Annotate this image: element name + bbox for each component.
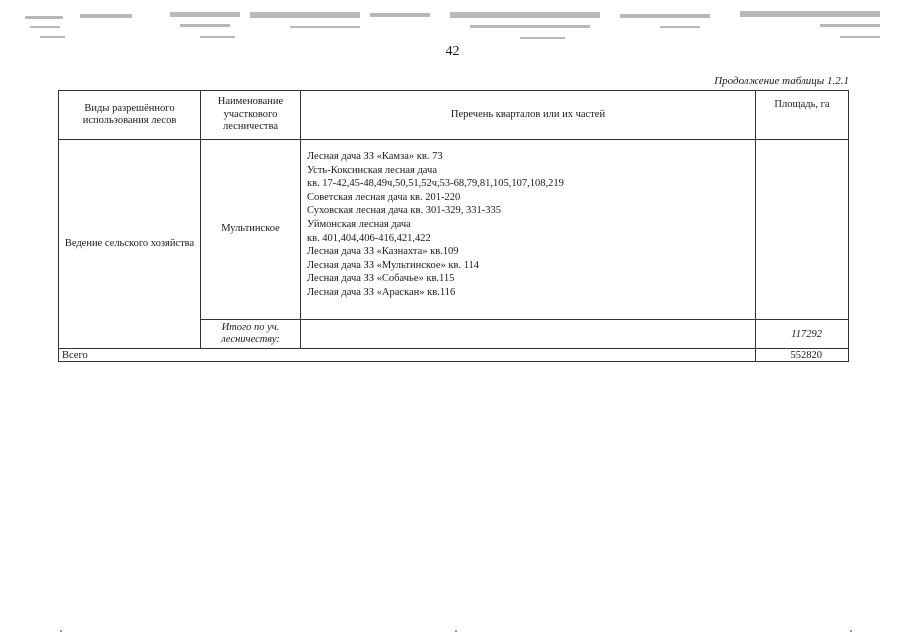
page-number: 42	[445, 44, 460, 59]
quarter-line: Уймонская лесная дача	[307, 218, 411, 230]
quarter-line: Лесная дача ЗЗ «Казнахта» кв.109	[307, 246, 459, 258]
quarter-line: Суховская лесная дача кв. 301-329, 331-335	[307, 205, 501, 217]
quarter-line: Советская лесная дача кв. 201-220	[307, 191, 461, 203]
scan-speck	[60, 630, 62, 632]
header-quarters: Перечень кварталов или их частей	[301, 91, 756, 140]
quarter-line: Усть-Коксинская лесная дача	[307, 164, 437, 176]
cell-quarters	[301, 140, 756, 320]
continuation-label: Продолжение таблицы 1.2.1	[714, 75, 849, 87]
table-header-row	[59, 91, 849, 140]
subtotal-label: Итого по уч. лесничеству:	[201, 320, 301, 349]
quarter-line: Лесная дача ЗЗ «Камза» кв. 73	[307, 151, 443, 162]
total-value: 552820	[756, 349, 849, 362]
quarter-line: кв. 401,404,406-416,421,422	[307, 232, 431, 244]
total-row	[59, 349, 849, 362]
subtotal-quarters-empty	[301, 320, 756, 349]
scan-speck	[455, 630, 457, 632]
quarter-line: Лесная дача ЗЗ «Мультинское» кв. 114	[307, 259, 480, 271]
header-forestry: Наименование участкового лесничества	[201, 91, 301, 140]
cell-forestry: Мультинское	[201, 140, 301, 320]
scan-artifact-strip	[20, 4, 900, 44]
total-label: Всего	[59, 349, 756, 362]
subtotal-value: 117292	[756, 320, 849, 349]
header-use-type: Виды разрешённого использования лесов	[59, 91, 201, 140]
quarter-line: кв. 17-42,45-48,49ч,50,51,52ч,53-68,79,81,105,107,108,219	[307, 178, 564, 190]
cell-area-empty	[756, 140, 849, 320]
quarter-line: Лесная дача ЗЗ «Собачье» кв.115	[307, 273, 455, 285]
table-row	[59, 140, 849, 320]
header-area: Площадь, га	[756, 91, 849, 140]
scan-speck	[850, 630, 852, 632]
forest-use-table	[58, 90, 849, 362]
quarter-line: Лесная дача ЗЗ «Араскан» кв.116	[307, 286, 456, 298]
cell-use-type: Ведение сельского хозяйства	[59, 140, 201, 349]
